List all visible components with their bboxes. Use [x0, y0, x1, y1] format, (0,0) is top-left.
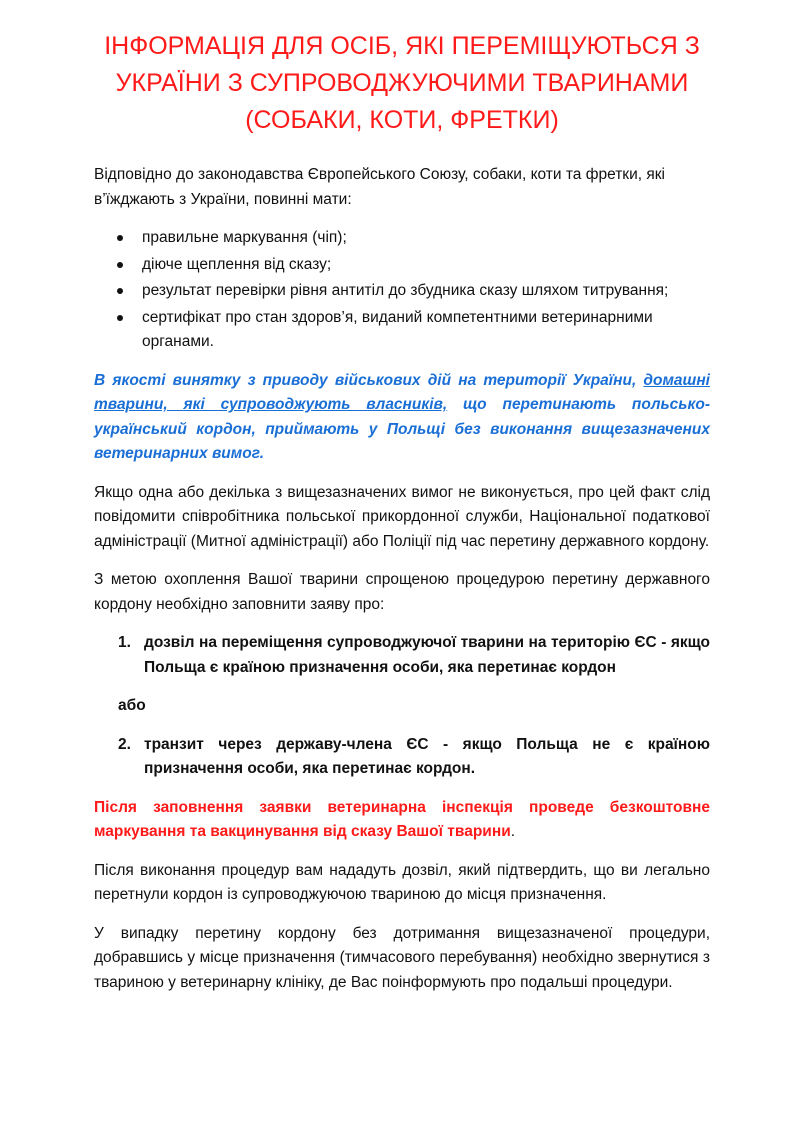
- list-item-text: транзит через державу-члена ЄС - якщо Польща не є країною призначення особи, яка перетинає кордон.: [144, 735, 710, 777]
- application-paragraph: З метою охоплення Вашої тварини спрощеною процедурою перетину державного кордону необхідно заповнити заяву про:: [94, 571, 710, 613]
- vet-inspection-highlight: Після заповнення заявки ветеринарна інспекція проведе безкоштовне маркування та вакцинування від сказу Вашої тварини: [94, 798, 710, 840]
- application-options-list-continued: [94, 733, 710, 782]
- requirements-list: [94, 226, 710, 355]
- exception-text-end: що перетинають польсько-український кордон, приймають у Польщі без виконання вищезазначених ветеринарних вимог.: [94, 396, 710, 462]
- list-item: результат перевірки рівня антитіл до збудника сказу шляхом титрування;: [142, 279, 710, 304]
- pets-accompanying-owners-link[interactable]: домашні тварини, які супроводжують власників,: [94, 371, 710, 413]
- permit-paragraph: Після виконання процедур вам нададуть дозвіл, який підтвердить, що ви легально перетнули кордон із супроводжуючою твариною до місця призначення.: [94, 861, 710, 903]
- exception-paragraph: [94, 369, 710, 467]
- list-item: сертифікат про стан здоров’я, виданий компетентними ветеринарними органами.: [142, 306, 710, 355]
- list-item: [118, 733, 710, 782]
- list-item: діюче щеплення від сказу;: [142, 253, 710, 278]
- intro-paragraph: Відповідно до законодавства Європейського Союзу, собаки, коти та фретки, які в’їжджають з України, повинні мати:: [94, 166, 665, 208]
- list-item-number: 1.: [118, 634, 131, 651]
- exception-text-start: В якості винятку з приводу військових дій на території України,: [94, 371, 644, 389]
- list-item: [118, 631, 710, 680]
- notify-paragraph: Якщо одна або декілька з вищезазначених вимог не виконується, про цей факт слід повідомити співробітника польської прикордонної служби, Національної податкової адміністрації (Митної адміністрації) або Поліції під час перетину державного кордону.: [94, 483, 710, 550]
- vet-inspection-tail: .: [510, 823, 516, 840]
- or-separator: або: [118, 697, 146, 714]
- clinic-paragraph: У випадку перетину кордону без дотримання вищезазначеної процедури, добравшись у місце призначення (тимчасового перебування) необхідно звернутися з твариною у ветеринарну клініку, де Вас поінформують про подальші процедури.: [94, 924, 710, 991]
- list-item-text: дозвіл на переміщення супроводжуючої тварини на територію ЄС - якщо Польща є країною призначення особи, яка перетинає кордон: [144, 634, 710, 676]
- application-options-list: [94, 631, 710, 680]
- document-title: ІНФОРМАЦІЯ ДЛЯ ОСІБ, ЯКІ ПЕРЕМІЩУЮТЬСЯ З УКРАЇНИ З СУПРОВОДЖУЮЧИМИ ТВАРИНАМИ (СОБАКИ, КОТИ, ФРЕТКИ): [104, 32, 700, 134]
- list-item-number: 2.: [118, 735, 131, 753]
- list-item: правильне маркування (чіп);: [142, 226, 710, 251]
- vet-inspection-note: [94, 796, 710, 845]
